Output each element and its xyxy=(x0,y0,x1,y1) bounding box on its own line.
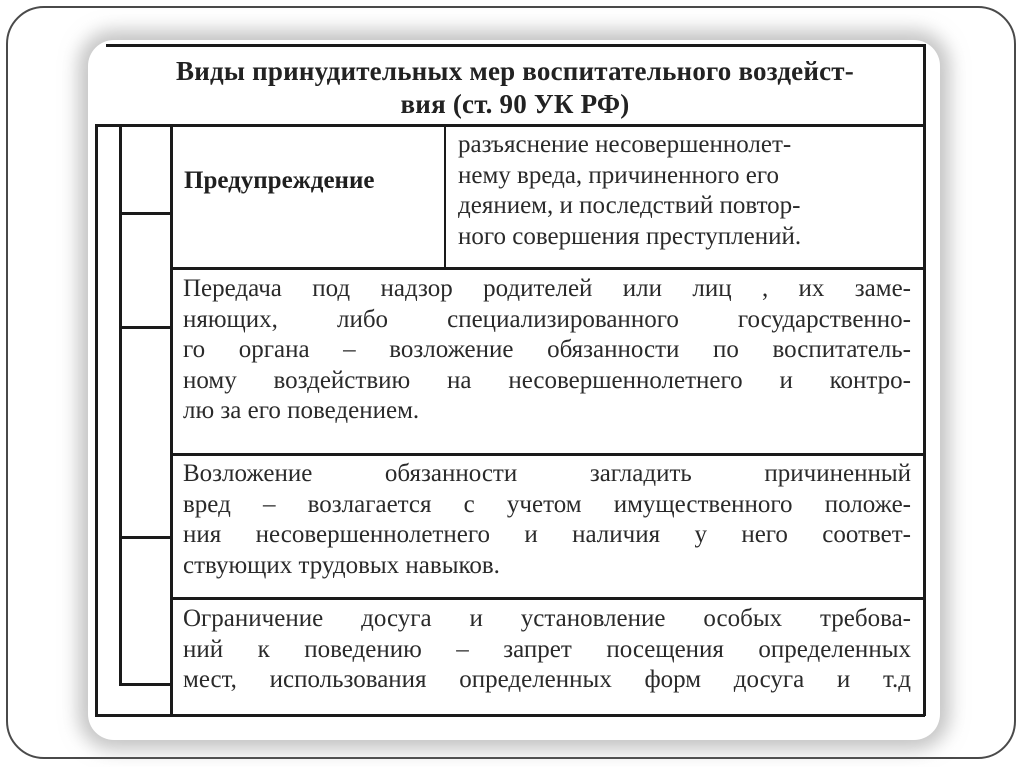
text-line: вред – возлагается с учетом имущественного положе- xyxy=(183,490,911,518)
text-line: ствующих трудовых навыков. xyxy=(183,551,500,579)
text-line: разъяснение несовершеннолет- xyxy=(458,131,792,158)
text-line: мест, использования определенных форм досуга и т.д xyxy=(183,666,911,693)
text-line: Передача под надзор родителей или лиц , их заме- xyxy=(183,275,911,302)
text-line: деянием, и последствий повтор- xyxy=(458,192,801,219)
bracket-tick-3 xyxy=(119,536,171,539)
text-line: нему вреда, причиненного его xyxy=(458,161,779,189)
left-outer-border xyxy=(95,124,98,716)
row-divider-3 xyxy=(170,597,925,600)
bracket-tick-4 xyxy=(119,683,171,686)
text-line: ного совершения преступлений. xyxy=(458,222,802,250)
title-line-1: Виды принудительных мер воспитательного воздейст- xyxy=(176,56,854,86)
title-bottom-border xyxy=(98,124,926,127)
text-line: Ограничение досуга и установление особых требова- xyxy=(183,605,911,632)
row-divider-1 xyxy=(170,267,925,270)
title-line-2: вия (ст. 90 УК РФ) xyxy=(400,89,630,119)
measure-supervision xyxy=(183,274,911,427)
table-left-border xyxy=(170,124,173,716)
bracket-tick-2 xyxy=(119,326,171,329)
bottom-outer-border xyxy=(95,714,925,717)
title-top-border xyxy=(106,44,924,47)
measure-name-warning: Предупреждение xyxy=(184,167,375,194)
bracket-tick-1 xyxy=(119,212,171,215)
measure-description-warning xyxy=(458,130,910,252)
text-line: ния несовершеннолетнего и наличия у него соответ- xyxy=(183,521,911,548)
document-title xyxy=(106,55,924,121)
bracket-vertical xyxy=(119,124,122,686)
text-line: лю за его поведением. xyxy=(183,397,420,424)
text-line: няющих, либо специализированного государственно- xyxy=(183,305,911,333)
right-outer-border xyxy=(923,44,926,716)
measure-compensation xyxy=(183,459,911,581)
text-line: ному воздействию на несовершеннолетнего и контро- xyxy=(183,366,911,394)
measure-leisure-restriction xyxy=(183,604,911,696)
row-1-divider-column xyxy=(444,124,446,269)
text-line: Возложение обязанности загладить причиненный xyxy=(183,460,911,487)
text-line: го органа – возложение обязанности по воспитатель- xyxy=(183,336,911,363)
text-line: ний к поведению – запрет посещения определенных xyxy=(183,635,911,663)
row-divider-2 xyxy=(170,453,925,456)
